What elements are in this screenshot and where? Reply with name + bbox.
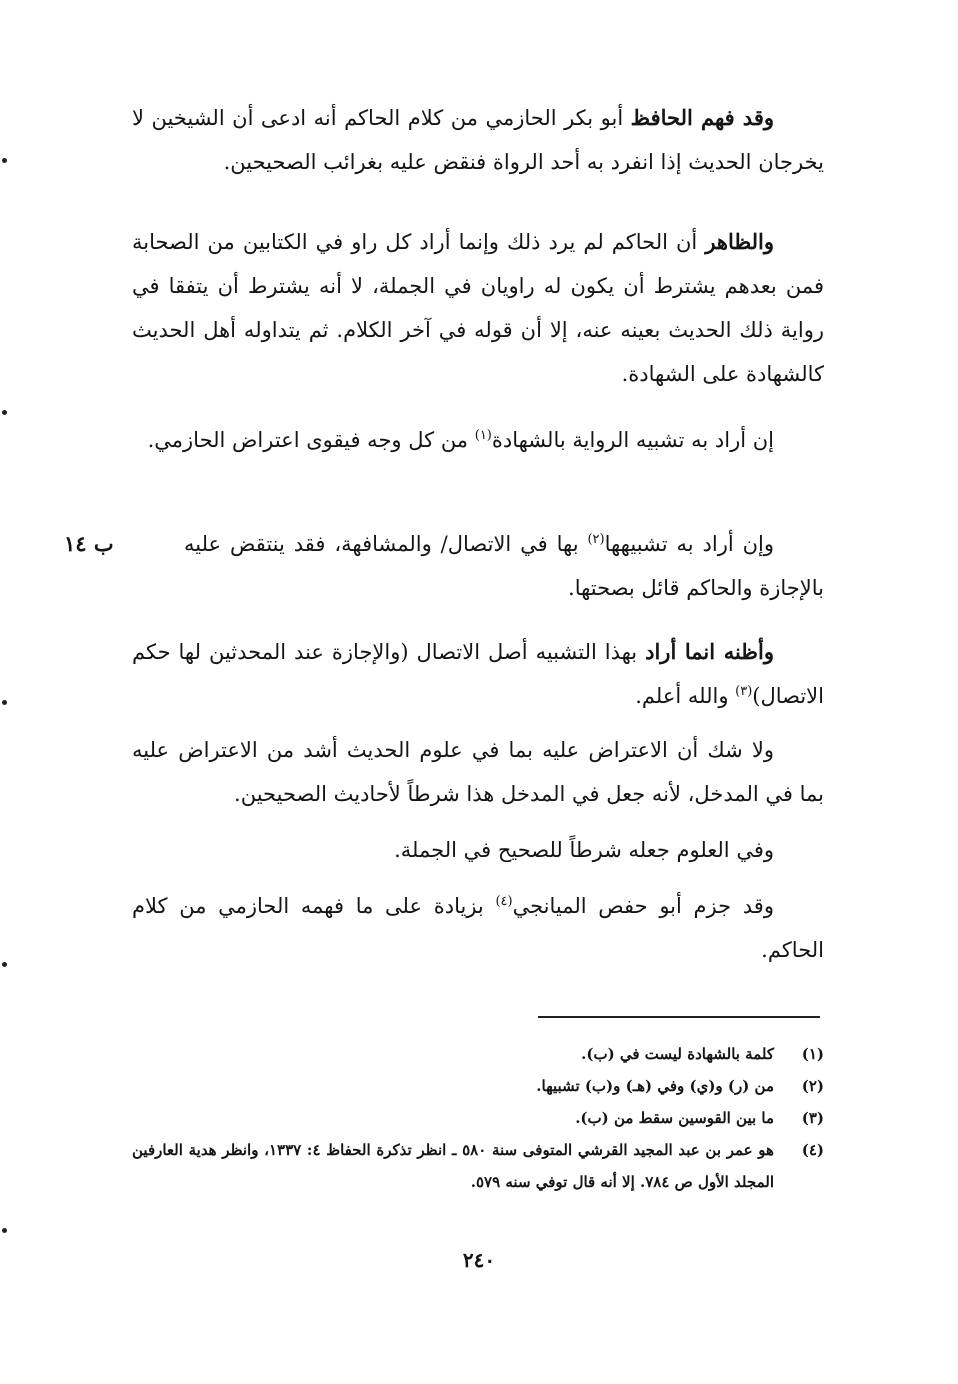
paragraph-6 — [132, 728, 824, 816]
paragraph-1 — [132, 96, 824, 184]
scan-edge-dot — [2, 962, 7, 967]
footnote-number: (٢) — [801, 1077, 824, 1095]
paragraph-5 — [132, 630, 824, 718]
margin-folio-note: ب ١٤ — [64, 531, 114, 556]
footnote-text: ما بين القوسين سقط من (ب). — [575, 1109, 774, 1127]
paragraph-2-lead: والظاهر — [705, 229, 774, 254]
footnote-text: من (ر) و(ي) وفي (هـ) و(ب) تشبيها. — [536, 1077, 774, 1095]
paragraph-1-text: أبو بكر الحازمي من كلام الحاكم أنه ادعى أن الشيخين لا يخرجان الحديث إذا انفرد به أحد الرواة فنقض عليه بغرائب الصحيحين. — [132, 106, 824, 174]
paragraph-4-before: وإن أراد به تشبيهها — [604, 532, 774, 556]
footnote-number: (١) — [801, 1045, 824, 1063]
footnote-1 — [132, 1038, 824, 1070]
paragraph-7-text: وفي العلوم جعله شرطاً للصحيح في الجملة. — [394, 838, 774, 862]
paragraph-7 — [132, 828, 824, 872]
footnote-number: (٣) — [801, 1109, 824, 1127]
paragraph-2 — [132, 220, 824, 396]
scan-edge-dot — [2, 700, 7, 705]
footnote-marker-2: (٢) — [587, 532, 605, 547]
footnote-text: كلمة بالشهادة ليست في (ب). — [581, 1045, 774, 1063]
footnote-text: هو عمر بن عبد المجيد القرشي المتوفى سنة ٥٨٠ ـ انظر تذكرة الحفاظ ٤: ١٣٣٧، وانظر هدية العارفين المجلد الأول ص ٧٨٤. إلا أنه قال توفي سنه ٥٧٩. — [132, 1141, 774, 1191]
paragraph-4-after: بها في الاتصال/ والمشافهة، فقد ينتقض عليه بالإجازة والحاكم قائل بصحتها. — [184, 532, 824, 600]
page-number: ٢٤٠ — [462, 1248, 496, 1272]
paragraph-1-lead: وقد فهم الحافظ — [630, 105, 775, 130]
footnote-marker-3: (٣) — [735, 684, 753, 699]
footnote-marker-4: (٤) — [495, 894, 513, 909]
paragraph-5-lead: وأظنه انما أراد — [645, 639, 774, 664]
footnote-separator — [538, 1016, 820, 1018]
paragraph-2-text: أن الحاكم لم يرد ذلك وإنما أراد كل راو في الكتابين من الصحابة فمن بعدهم يشترط أن يكون له راويان في الجملة، لا أنه يشترط أن يتفقا في رواية ذلك الحديث بعينه عنه، إلا أن قوله في آخر الكلام. ثم يتداوله أهل الحديث كالشهادة على الشهادة. — [132, 230, 824, 386]
footnotes — [132, 1038, 824, 1198]
paragraph-8-before: وقد جزم أبو حفص الميانجي — [512, 894, 774, 918]
scan-edge-dot — [2, 410, 7, 415]
paragraph-5-after: والله أعلم. — [635, 684, 736, 708]
scan-edge-dot — [2, 158, 7, 163]
footnote-number: (٤) — [801, 1141, 824, 1159]
paragraph-5-before: بهذا التشبيه أصل الاتصال (والإجازة عند المحدثين لها حكم الاتصال) — [132, 640, 824, 708]
paragraph-6-text: ولا شك أن الاعتراض عليه بما في علوم الحديث أشد من الاعتراض عليه بما في المدخل، لأنه جعل في المدخل هذا شرطاً لأحاديث الصحيحين. — [132, 738, 824, 806]
paragraph-3 — [132, 418, 824, 462]
footnote-marker-1: (١) — [474, 428, 492, 443]
paragraph-8-after: بزيادة على ما فهمه الحازمي من كلام الحاكم. — [132, 894, 824, 962]
paragraph-3-after: من كل وجه فيقوى اعتراض الحازمي. — [147, 428, 475, 452]
paragraph-8 — [132, 884, 824, 972]
footnote-2 — [132, 1070, 824, 1102]
scan-edge-dot — [2, 1228, 7, 1233]
paragraph-3-before: إن أراد به تشبيه الرواية بالشهادة — [491, 428, 774, 452]
footnote-3 — [132, 1102, 824, 1134]
paragraph-4 — [184, 522, 824, 610]
footnote-4 — [132, 1134, 824, 1198]
